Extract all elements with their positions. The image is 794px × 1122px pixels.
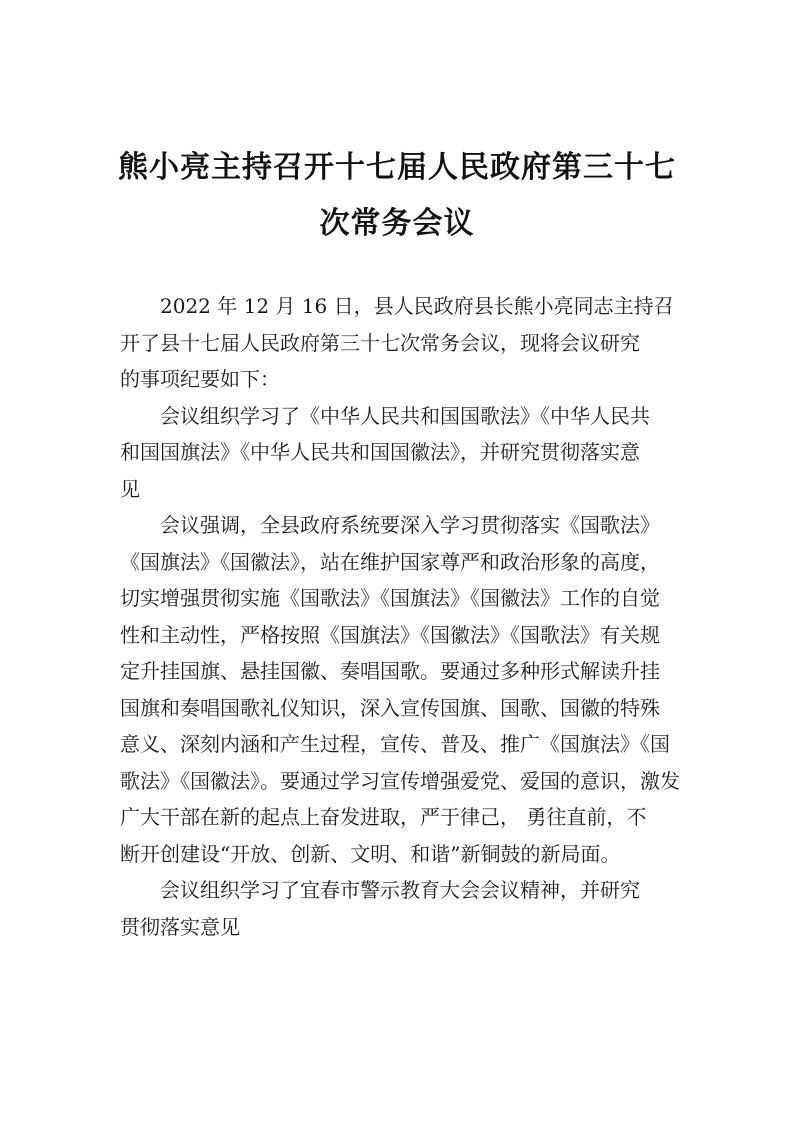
paragraph-line: 切实增强贯彻实施《国歌法》《国旗法》《国徽法》工作的自觉	[120, 586, 660, 610]
paragraph-line: 见	[120, 476, 140, 501]
paragraph-study-laws	[120, 398, 680, 508]
paragraph-line: 《国旗法》《国徽法》，站在维护国家尊严和政治形象的高度，	[120, 549, 660, 574]
paragraph-line: 2022 年 12 月 16 日，县人民政府县长熊小亮同志主持召	[160, 294, 674, 318]
paragraph-line: 广大干部在新的起点上奋发进取，严于律己， 勇往直前，不	[120, 805, 647, 829]
paragraph-line: 贯彻落实意见	[120, 914, 240, 939]
paragraph-line: 歌法》《国徽法》。要通过学习宣传增强爱党、爱国的意识，激发	[120, 768, 680, 793]
paragraph-warning-education	[120, 872, 680, 945]
paragraph-line: 断开创建设“开放、创新、文明、和谐”新铜鼓的新局面。	[120, 841, 621, 866]
document-body	[120, 288, 680, 945]
paragraph-line: 会议组织学习了宜春市警示教育大会会议精神，并研究	[160, 878, 640, 902]
document-title-line-1: 熊小亮主持召开十七届人民政府第三十七	[118, 150, 676, 185]
paragraph-line: 会议组织学习了《中华人民共和国国歌法》《中华人民共	[160, 403, 650, 428]
paragraph-meeting-emphasis	[120, 507, 680, 872]
document-title-line-2: 次常务会议	[319, 206, 475, 241]
paragraph-line: 开了县十七届人民政府第三十七次常务会议，现将会议研究	[120, 330, 640, 355]
paragraph-line: 性和主动性，严格按照《国旗法》《国徽法》《国歌法》有关规	[120, 622, 660, 647]
paragraph-line: 和国国旗法》《中华人民共和国国徽法》，并研究贯彻落实意	[120, 440, 640, 464]
paragraph-line: 的事项纪要如下：	[120, 367, 280, 391]
paragraph-line: 会议强调，全县政府系统要深入学习贯彻落实《国歌法》	[160, 513, 660, 537]
paragraph-line: 定升挂国旗、悬挂国徽、奏唱国歌。要通过多种形式解读升挂	[120, 659, 660, 683]
paragraph-meeting-intro	[120, 288, 680, 398]
paragraph-line: 国旗和奏唱国歌礼仪知识，深入宣传国旗、国歌、国徽的特殊	[120, 695, 660, 720]
paragraph-line: 意义、深刻内涵和产生过程，宣传、普及、推广《国旗法》《国	[120, 732, 670, 756]
